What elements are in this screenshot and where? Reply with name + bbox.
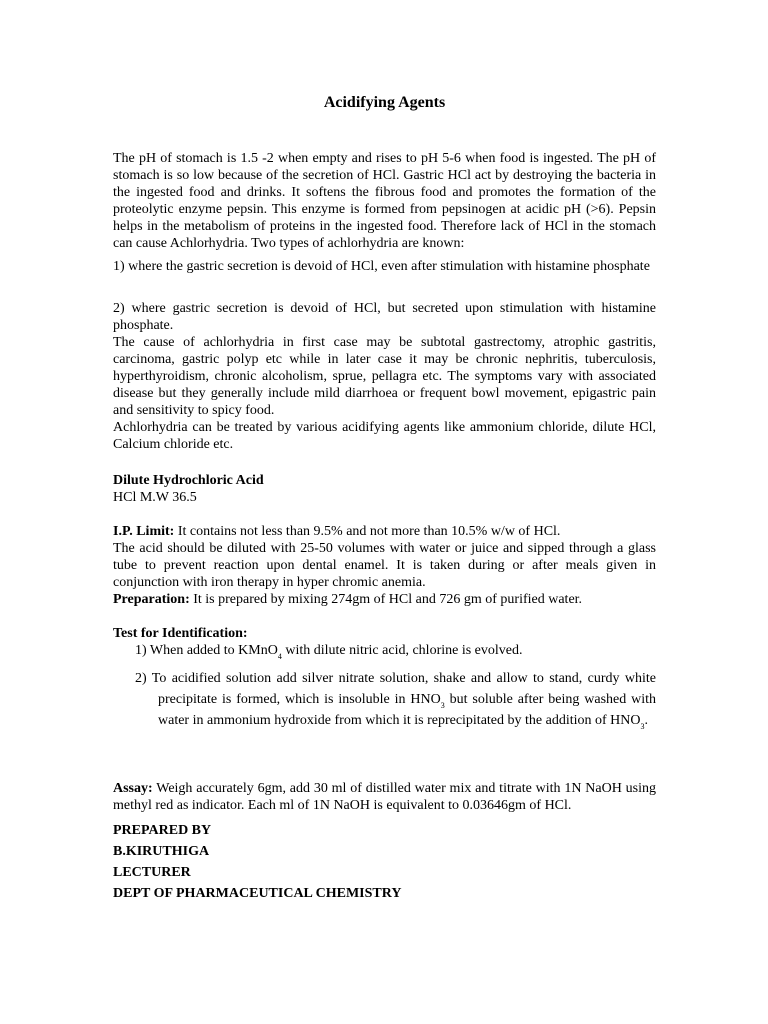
ip-limit-text: It contains not less than 9.5% and not more than 10.5% w/w of HCl. (174, 524, 561, 539)
intro-paragraph: The pH of stomach is 1.5 -2 when empty and rises to pH 5-6 when food is ingested. The pH of stomach is so low because of the secretion of HCl. Gastric HCl act by destroying the bacteria in the ingested food and drinks. It softens the fibrous food and promotes the formation of the proteolytic enzyme pepsin. This enzyme is formed from pepsinogen at acidic pH (>6). Pepsin helps in the metabolism of proteins in the ingested food. Therefore lack of HCl in the stomach can cause Achlorhydria. Two types of achlorhydria are known: (113, 151, 656, 251)
ip-limit-block (113, 523, 656, 608)
achlorhydria-type-2: 2) where gastric secretion is devoid of HCl, but secreted upon stimulation with histamine phosphate. (113, 301, 656, 333)
assay-paragraph (113, 780, 656, 814)
assay-label: Assay: (113, 781, 153, 796)
causes-block (113, 300, 656, 453)
usage-paragraph: The acid should be diluted with 25-50 volumes with water or juice and sipped through a glass tube to prevent reaction upon dental enamel. It is taken during or after meals given in conjunction with iron therapy in hyper chromic anemia. (113, 541, 656, 590)
author-footer (113, 820, 656, 904)
footer-prepared-by: PREPARED BY (113, 823, 212, 838)
causes-paragraph: The cause of achlorhydria in first case may be subtotal gastrectomy, atrophic gastritis, carcinoma, gastric polyp etc while in later case it may be chronic nephritis, tuberculosis, hyperthyroidism, chronic alcoholism, sprue, pellagra etc. The symptoms vary with associated disease but they generally include mild diarrhoea or frequent bowl movement, epigastric pain and sensitivity to spicy food. (113, 335, 656, 418)
ip-limit-line (113, 523, 656, 540)
treatment-paragraph: Achlorhydria can be treated by various acidifying agents like ammonium chloride, dilute HCl, Calcium chloride etc. (113, 420, 656, 452)
ip-limit-label: I.P. Limit: (113, 524, 175, 539)
molecular-weight: HCl M.W 36.5 (113, 490, 197, 505)
footer-author-name: B.KIRUTHIGA (113, 844, 210, 859)
test-1: 1) When added to KMnO$_4$ with dilute nitric acid, chlorine is evolved. (135, 643, 523, 661)
assay-text: Weigh accurately 6gm, add 30 ml of distilled water mix and titrate with 1N NaOH using methyl red as indicator. Each ml of 1N NaOH is equivalent to 0.03646gm of HCl. (113, 781, 656, 813)
identification-tests (113, 642, 656, 731)
identification-heading: Test for Identification: (113, 626, 248, 641)
document-title: Acidifying Agents (323, 94, 446, 111)
test-2: 2) To acidified solution add silver nitrate solution, shake and allow to stand, curdy white precipitate is formed, which is insoluble in $HNO_3$ but soluble after being washed with water in ammonium hydroxide from which it is reprecipitated by the addition of $HNO_3$. (135, 671, 657, 731)
preparation-text: It is prepared by mixing 274gm of HCl and 726 gm of purified water. (189, 592, 583, 607)
preparation-label: Preparation: (113, 592, 190, 607)
footer-author-role: LECTURER (113, 865, 191, 880)
dilute-hcl-section (113, 472, 656, 506)
footer-department: DEPT OF PHARMACEUTICAL CHEMISTRY (113, 886, 402, 901)
achlorhydria-type-1: 1) where the gastric secretion is devoid of HCl, even after stimulation with histamine phosphate (113, 259, 650, 274)
preparation-line (113, 591, 656, 608)
section-heading: Dilute Hydrochloric Acid (113, 473, 264, 488)
